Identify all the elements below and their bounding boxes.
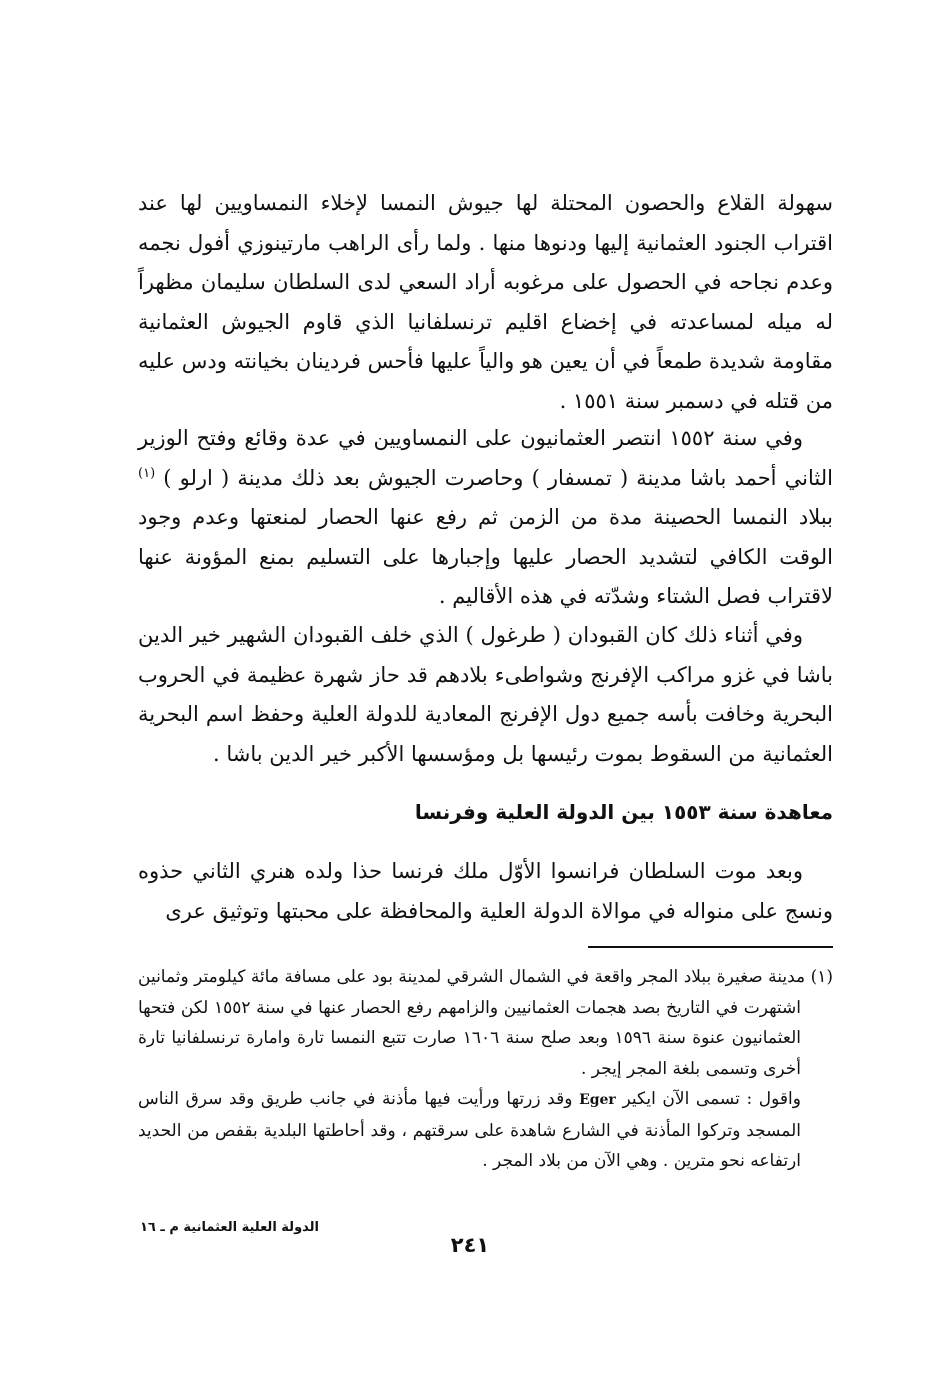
signature-line: الدولة العلية العثمانية م ـ ١٦ [140, 1220, 319, 1235]
latin-place-name: Eger [579, 1092, 616, 1108]
editor-note [138, 1084, 833, 1177]
footnotes-section [138, 962, 833, 1177]
paragraph-turgut: وفي أثناء ذلك كان القبودان ( طرغول ) الذي خلف القبودان الشهير خير الدين باشا في غزو مراكب الإفرنج وشواطىء بلادهم قد حاز شهرة عظيمة في الحروب البحرية وخافت بأسه جميع دول الإفرنج المعادية للدولة العلية وحفظ اسم البحرية العثمانية من السقوط بموت رئيسها بل ومؤسسها الأكبر خير الدين باشا . [138, 623, 833, 766]
paragraph-battles-1552 [138, 419, 833, 617]
editor-note-text-start: واقول : تسمى الآن ايكير [622, 1089, 801, 1109]
paragraph-text-start: وفي سنة ١٥٥٢ انتصر العثمانيون على النمساويين في عدة وقائع وفتح الوزير الثاني أحمد باشا مدينة ( تمسفار ) وحاصرت الجيوش بعد ذلك مدينة ( ارلو ) [138, 426, 833, 490]
editor-note-text-end: وقد زرتها ورأيت فيها مأذنة في جانب طريق وقد سرق الناس المسجد وتركوا المأذنة في الشارع شاهدة على سرقتهم ، وقد أحاطتها البلدية بقفص من الحديد ارتفاعه نحو مترين . وهي الآن من بلاد المجر . [138, 1089, 801, 1171]
paragraph-henri-ii: وبعد موت السلطان فرانسوا الأوّل ملك فرنسا حذا ولده هنري الثاني حذوه ونسج على منواله في موالاة الدولة العلية والمحافظة على محبتها وتوثيق عرى [138, 859, 833, 923]
paragraph-continuation: سهولة القلاع والحصون المحتلة لها جيوش النمسا لإخلاء النمساويين لها عند اقتراب الجنود العثمانية إليها ودنوها منها . ولما رأى الراهب مارتينوزي أفول نجمه وعدم نجاحه في الحصول على مرغوبه أراد السعي لدى السلطان سليمان مظهراً له ميله لمساعدته في إخضاع اقليم ترنسلفانيا الذي قاوم الجيوش العثمانية مقاومة شديدة طمعاً في أن يعين هو والياً عليها فأحس فردينان بخيانته ودس عليه من قتله في دسمبر سنة ١٥٥١ . [138, 191, 833, 413]
section-heading: معاهدة سنة ١٥٥٣ بين الدولة العلية وفرنسا [414, 800, 833, 824]
paragraph-text-end: ببلاد النمسا الحصينة مدة من الزمن ثم رفع عنها الحصار لمنعتها وعدم وجود الوقت الكافي لتشديد الحصار عليها وإجبارها على التسليم بمنع المؤونة عنها لاقتراب فصل الشتاء وشدّته في هذه الأقاليم . [138, 505, 833, 608]
page-number: ٢٤١ [450, 1233, 490, 1257]
footnote-reference-mark: (١) [138, 465, 156, 481]
footnote-divider [588, 946, 833, 948]
footnote-1: (١) مدينة صغيرة ببلاد المجر واقعة في الشمال الشرقي لمدينة بود على مسافة مائة كيلومتر وثمانين اشتهرت في التاريخ بصد هجمات العثمانيين والزامهم رفع الحصار عنها في سنة ١٥٥٢ لكن فتحها العثمانيون عنوة سنة ١٥٩٦ وبعد صلح سنة ١٦٠٦ صارت تتبع النمسا تارة وامارة ترنسلفانيا تارة أخرى وتسمى بلغة المجر إيجر . [138, 967, 833, 1079]
